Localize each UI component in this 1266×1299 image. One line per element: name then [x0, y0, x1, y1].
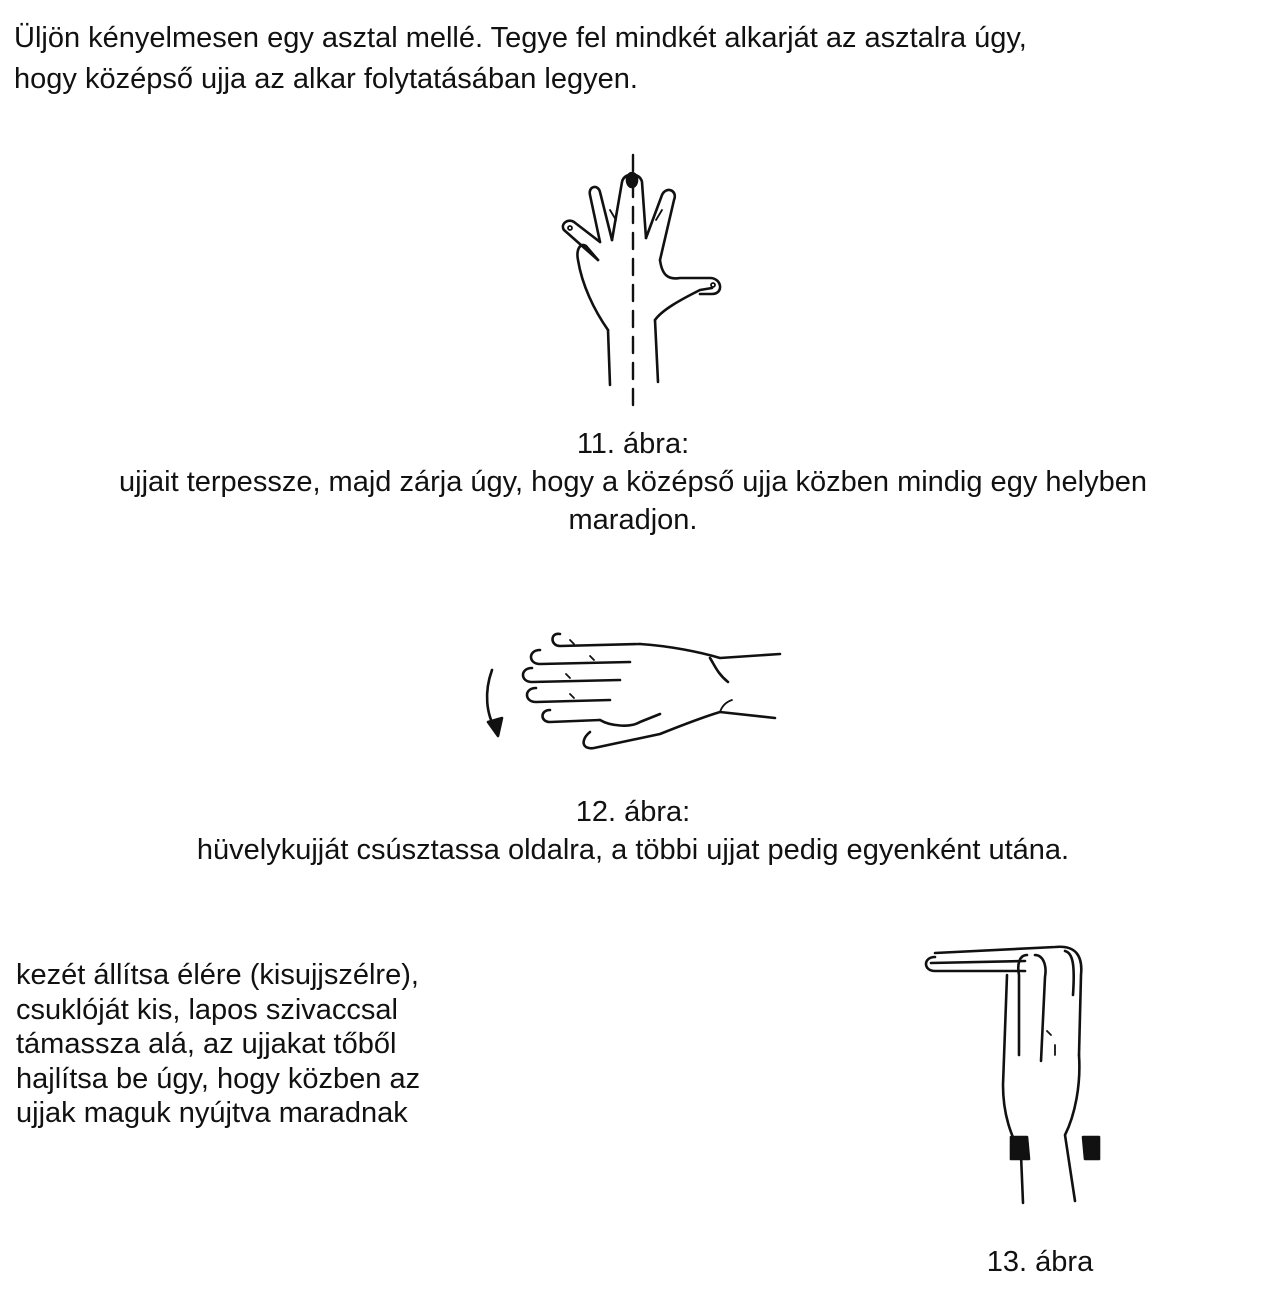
figure-11-caption-line-2: maradjon. [568, 504, 698, 536]
intro-line-2: hogy középső ujja az alkar folytatásában legyen. [14, 63, 638, 95]
figure-12-thumb-slide-illustration [470, 622, 790, 762]
figure-12-caption [0, 793, 1266, 869]
intro-paragraph [14, 18, 1254, 100]
figure-13-text-line-3: támassza alá, az ujjakat tőből [16, 1028, 397, 1060]
figure-11-spread-hand-illustration [550, 150, 740, 415]
figure-13-text-line-1: kezét állítsa élére (kisujjszélre), [16, 959, 419, 991]
figure-13-text-line-4: hajlítsa be úgy, hogy közben az [16, 1062, 421, 1095]
figure-12-caption-line-1: hüvelykujját csúsztassa oldalra, a többi ujjat pedig egyenként utána. [196, 834, 1070, 866]
figure-13-instruction-text [16, 958, 576, 1131]
figure-12-title: 12. ábra: [575, 796, 691, 828]
figure-13-text-line-2: csuklóját kis, lapos szivaccsal [16, 993, 398, 1026]
figure-11-title: 11. ábra: [576, 428, 690, 460]
figure-13-hand-on-edge-illustration [915, 935, 1115, 1210]
figure-13-text-line-5: ujjak maguk nyújtva maradnak [16, 1097, 408, 1129]
figure-13-title: 13. ábra [986, 1246, 1094, 1278]
intro-line-1: Üljön kényelmesen egy asztal mellé. Tegye fel mindkét alkarját az asztalra úgy, [14, 22, 1027, 54]
figure-11-caption [0, 425, 1266, 539]
figure-11-caption-line-1: ujjait terpessze, majd zárja úgy, hogy a középső ujja közben mindig egy helyben [119, 466, 1147, 498]
